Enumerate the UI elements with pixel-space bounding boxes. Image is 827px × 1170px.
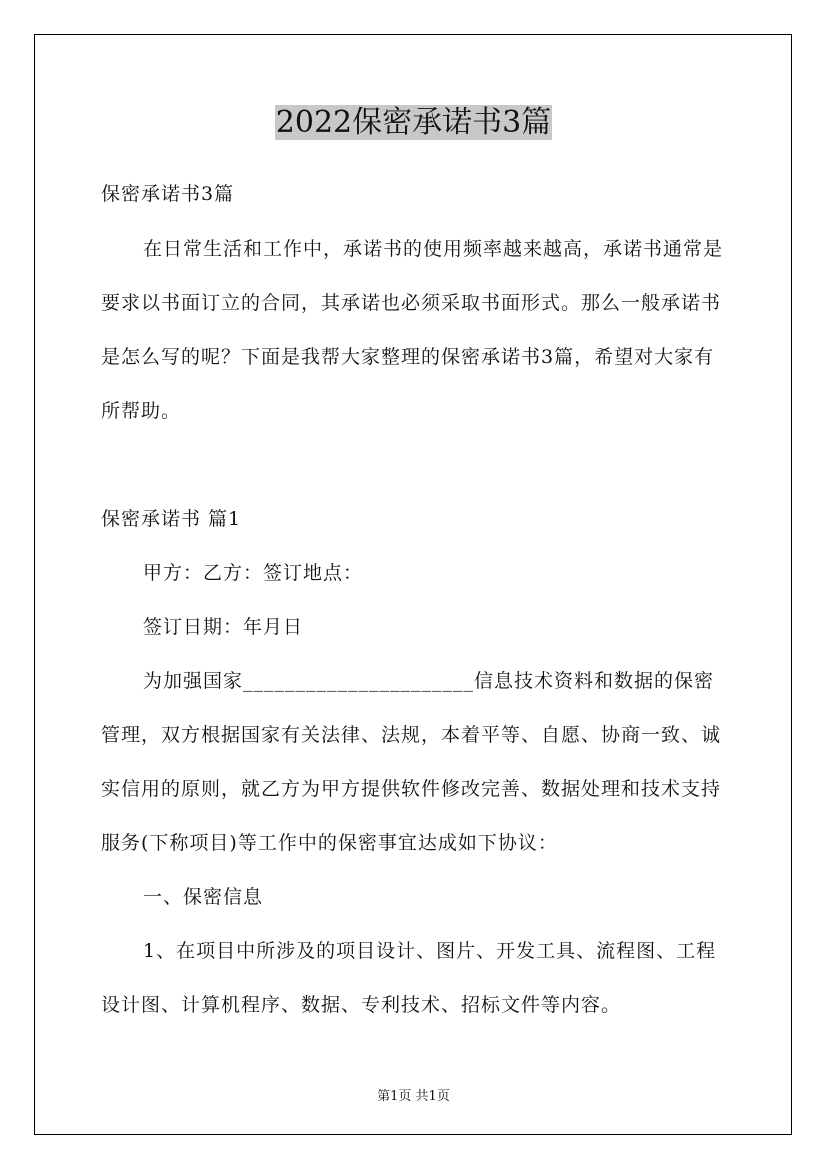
intro-paragraph: 在日常生活和工作中，承诺书的使用频率越来越高，承诺书通常是要求以书面订立的合同，其承诺也必须采取书面形式。那么一般承诺书是怎么写的呢？下面是我帮大家整理的保密承诺书3篇，希望对大家有所帮助。 <box>101 238 724 422</box>
sign-date-line: 签订日期：年月日 <box>143 616 304 638</box>
parties-line: 甲方：乙方：签订地点： <box>143 562 364 584</box>
document-title <box>0 103 827 143</box>
document-title-text: 2022保密承诺书3篇 <box>275 105 552 140</box>
purpose-paragraph: 为加强国家______________________信息技术资料和数据的保密管理，双方根据国家有关法律、法规，本着平等、自愿、协商一致、诚实信用的原则，就乙方为甲方提供软件修改完善、数据处理和技术支持服务(下称项目)等工作中的保密事宜达成如下协议： <box>101 670 722 854</box>
clause-1-paragraph: 1、在项目中所涉及的项目设计、图片、开发工具、流程图、工程设计图、计算机程序、数据、专利技术、招标文件等内容。 <box>101 940 717 1016</box>
section-heading: 保密承诺书 篇1 <box>101 508 242 530</box>
page-footer: 第1页 共1页 <box>377 1089 450 1104</box>
subtitle: 保密承诺书3篇 <box>101 183 235 205</box>
clause-heading: 一、保密信息 <box>143 886 264 908</box>
